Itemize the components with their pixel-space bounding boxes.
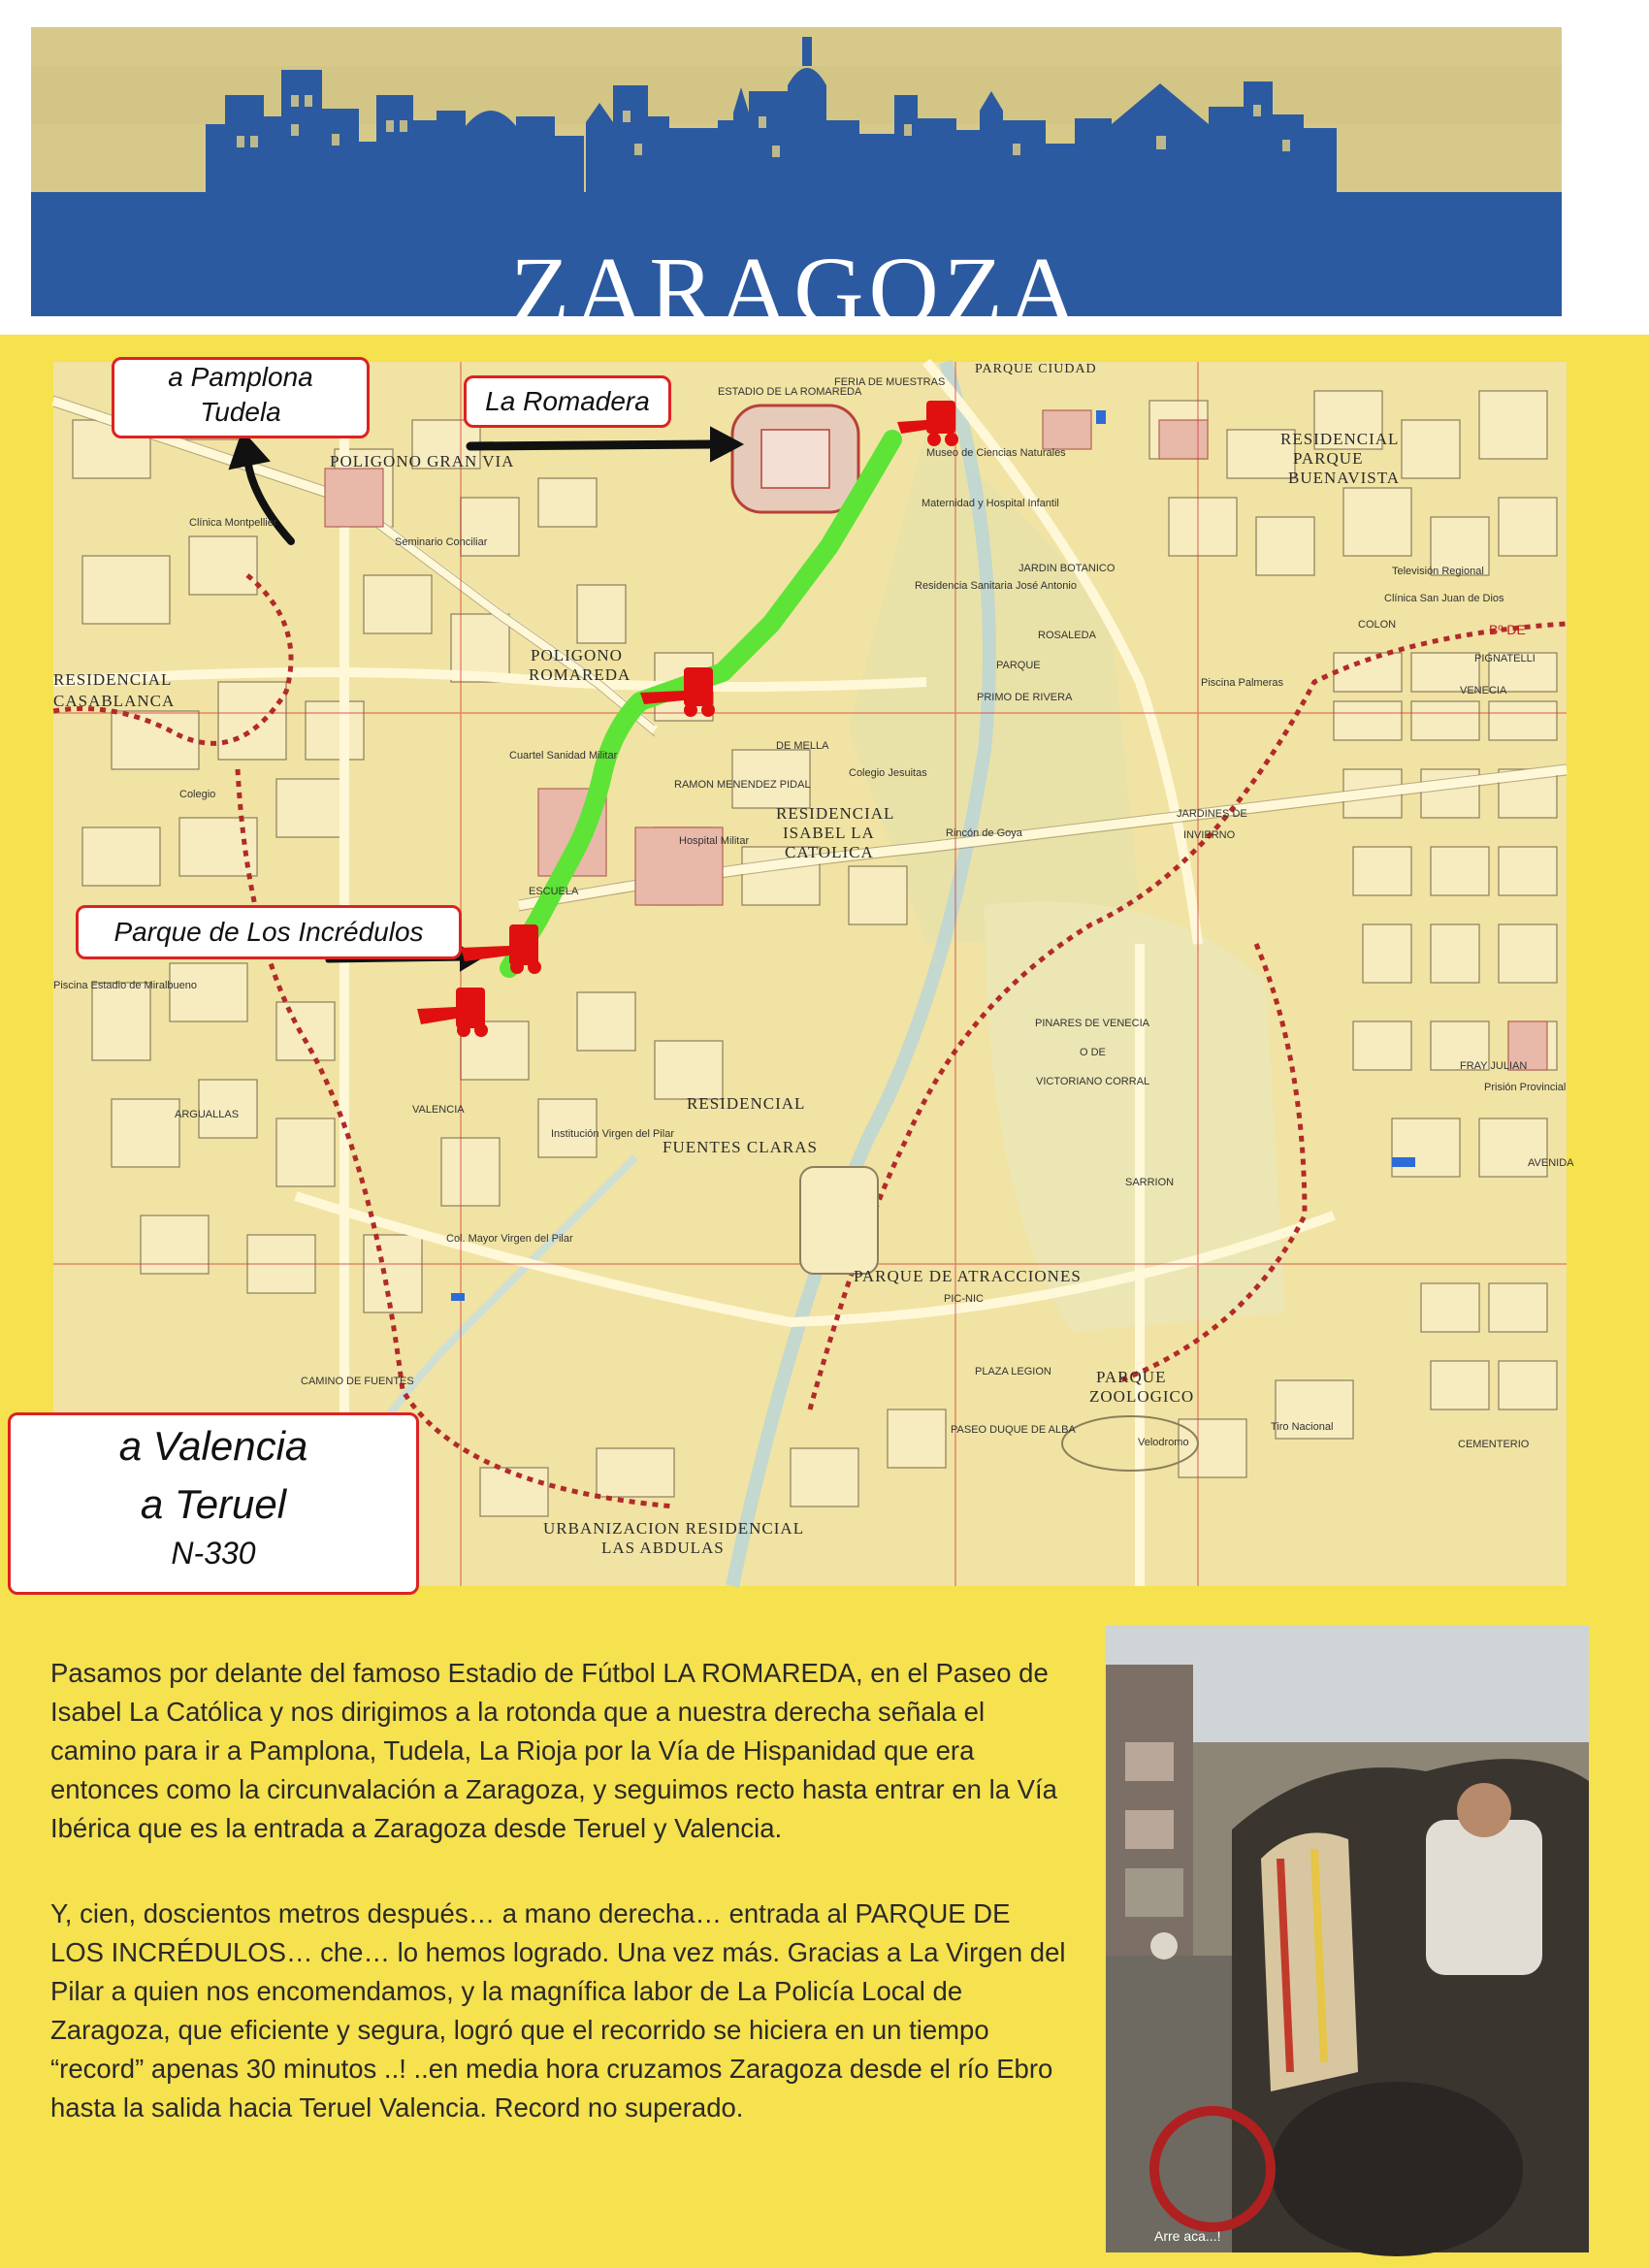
callout-line: a Pamplona	[168, 362, 313, 392]
poi-label: PIGNATELLI	[1474, 653, 1536, 664]
story-text	[50, 1654, 1069, 2174]
poi-label: ARGUALLAS	[175, 1109, 240, 1120]
city-map	[53, 362, 1574, 1586]
poi-label: Televisión Regional	[1392, 566, 1484, 577]
poi-label: Institución Virgen del Pilar	[551, 1128, 674, 1140]
poi-label: CAMINO DE FUENTES	[301, 1376, 414, 1387]
map-label: RESIDENCIAL	[53, 670, 173, 689]
callout-line: Tudela	[200, 397, 281, 427]
poi-label: Museo de Ciencias Naturales	[926, 447, 1066, 459]
poi-label: SARRION	[1125, 1177, 1175, 1188]
poi-label: JARDIN BOTANICO	[1018, 563, 1116, 574]
map-label: PINARES DE VENECIA	[1035, 1018, 1149, 1029]
poi-label: PRIMO DE RIVERA	[977, 692, 1073, 703]
poi-label: PIC-NIC	[944, 1293, 984, 1305]
map-label: POLIGONO GRAN VIA	[330, 452, 515, 470]
poi-label: FERIA DE MUESTRAS	[834, 376, 946, 388]
banner-title: ZARAGOZA	[510, 237, 1083, 344]
poi-label: VENECIA	[1460, 685, 1507, 697]
poi-label: Clínica San Juan de Dios	[1384, 593, 1504, 604]
poi-label: AVENIDA	[1528, 1157, 1574, 1169]
poi-label: Piscina Estadio de Miralbueno	[53, 980, 197, 991]
poi-label: Seminario Conciliar	[395, 536, 488, 548]
map-label: O DE	[1080, 1047, 1106, 1058]
poi-label: DE MELLA	[776, 740, 829, 752]
poi-label: Piscina Palmeras	[1201, 677, 1283, 689]
poi-label: Bº DE	[1489, 622, 1526, 637]
poi-label: Colegio	[179, 789, 216, 800]
map-label: LAS ABDULAS	[601, 1539, 725, 1557]
poi-label: Prisión Provincial	[1484, 1082, 1567, 1093]
map-label: URBANIZACION RESIDENCIAL	[543, 1519, 805, 1538]
map-label: BUENAVISTA	[1288, 469, 1401, 487]
poi-label: ESTADIO DE LA ROMAREDA	[718, 386, 862, 398]
poi-label: CEMENTERIO	[1458, 1439, 1530, 1450]
poi-label: Colegio Jesuitas	[849, 767, 927, 779]
poi-label: Maternidad y Hospital Infantil	[922, 498, 1059, 509]
map-label: JARDINES DE	[1177, 808, 1247, 820]
map-label: CASABLANCA	[53, 692, 176, 710]
map-label: RESIDENCIAL	[1280, 430, 1400, 448]
photo-graphic	[1106, 1626, 1589, 2252]
poi-label: VALENCIA	[412, 1104, 465, 1116]
poi-label: PLAZA LEGION	[975, 1366, 1051, 1377]
poi-label: FRAY JULIAN	[1460, 1060, 1528, 1072]
poi-label: COLON	[1358, 619, 1397, 631]
map-label: PARQUE	[1096, 1368, 1167, 1386]
map-label: CATOLICA	[785, 843, 874, 861]
poi-label: Tiro Nacional	[1271, 1421, 1334, 1433]
zaragoza-banner	[31, 27, 1562, 344]
map-label: INVIERNO	[1183, 829, 1236, 841]
map-label: FUENTES CLARAS	[663, 1138, 818, 1156]
paragraph: Y, cien, doscientos metros después… a mano derecha… entrada al PARQUE DE LOS INCRÉDULOS… che… lo hemos logrado. Una vez más. Gracias a La Virgen del Pilar a quien nos encomendamos, y la magnífica labor de La Policía Local de Zaragoza, que eficiente y segura, logró que el recorrido se hiciera en un tiempo “record” apenas 30 minutos ..! ..en media hora cruzamos Zaragoza desde el río Ebro hasta la salida hacia Teruel Valencia. Record no superado.	[50, 1898, 1066, 2122]
map-label: POLIGONO	[531, 646, 623, 664]
poi-label: Cuartel Sanidad Militar	[509, 750, 618, 761]
poi-label: PASEO DUQUE DE ALBA	[951, 1424, 1076, 1436]
poi-label: Clínica Montpellier	[189, 517, 277, 529]
callout-romadera: La Romadera	[464, 375, 671, 428]
map-label: ZOOLOGICO	[1089, 1387, 1195, 1406]
poi-label: PARQUE	[996, 660, 1041, 671]
poi-label: Velodromo	[1138, 1437, 1189, 1448]
map-label: PARQUE	[1293, 449, 1364, 468]
callout-line: a Teruel	[140, 1481, 287, 1527]
map-label: RESIDENCIAL	[776, 804, 895, 823]
poi-label: Residencia Sanitaria José Antonio	[915, 580, 1077, 592]
callout-pamplona	[112, 357, 370, 438]
map-label: ISABEL LA	[783, 824, 875, 842]
map-graphic	[53, 362, 1567, 1586]
poi-label: Col. Mayor Virgen del Pilar	[446, 1233, 573, 1245]
carriage-photo	[1106, 1626, 1589, 2252]
poi-label: Rincón de Goya	[946, 827, 1022, 839]
map-label: RESIDENCIAL	[687, 1094, 806, 1113]
map-label: ROMAREDA	[529, 665, 631, 684]
photo-caption: Arre aca...!	[1154, 2228, 1221, 2244]
paragraph: Pasamos por delante del famoso Estadio de Fútbol LA ROMAREDA, en el Paseo de Isabel La Católica y nos dirigimos a la rotonda que a nuestra derecha señala el camino para ir a Pamplona, Tudela, La Rioja por la Vía de Hispanidad que era entonces como la circunvalación a Zaragoza, y seguimos recto hasta entrar en la Vía Ibérica que es la entrada a Zaragoza desde Teruel y Valencia.	[50, 1658, 1057, 1843]
poi-label: ESCUELA	[529, 886, 579, 897]
map-label: PARQUE DE ATRACCIONES	[854, 1267, 1082, 1285]
callout-valencia	[8, 1412, 419, 1595]
poi-label: ROSALEDA	[1038, 630, 1096, 641]
poi-label: RAMON MENENDEZ PIDAL	[674, 779, 811, 791]
map-label: VICTORIANO CORRAL	[1036, 1076, 1150, 1087]
callout-line: N-330	[171, 1536, 256, 1571]
poi-label: Hospital Militar	[679, 835, 750, 847]
map-label: PARQUE CIUDAD	[975, 362, 1097, 376]
sports-field	[800, 1167, 878, 1274]
callout-increidulos: Parque de Los Incrédulos	[76, 905, 462, 959]
callout-line: a Valencia	[118, 1423, 308, 1469]
